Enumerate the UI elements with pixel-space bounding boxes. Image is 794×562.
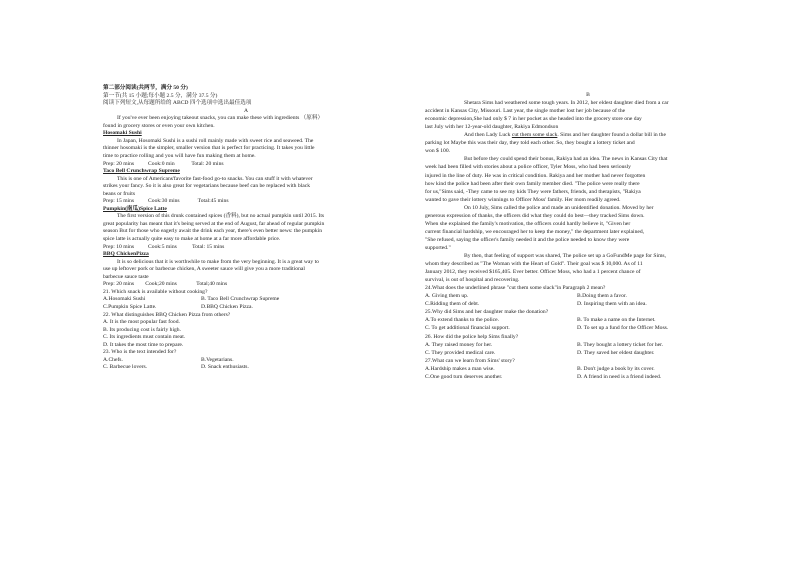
passage-line: last July with her 12-year-old daughter, Rakiya Edmondson xyxy=(425,124,559,131)
snack-description-line: The first version of this drunk contained spices (香料), but no actual pumpkin until 2015. Its xyxy=(117,213,325,220)
question-stem: 21. Which snack is available without cooking? xyxy=(103,288,208,295)
passage-line: week had been filled with stories about a police officer, Tyler Moss, who had been seriously xyxy=(425,164,631,171)
question-stem: 26. How did the police help Sims finally? xyxy=(425,333,519,340)
passage-line: economic depression,She had only $ 7 in her pocket as she headed into the grocery store one day xyxy=(425,116,642,123)
snack-description-line: great popularity has meant that it's being served at the end of August, far ahead of regular pumpkin xyxy=(103,220,325,227)
answer-option: C.Pumpkin Spice Latte. xyxy=(103,303,157,310)
snack-description-line: thinner hosomaki is the simpler, smaller version that is perfect for practicing. It takes you little xyxy=(103,145,315,152)
snack-description-line: barbecue sauce taste xyxy=(103,273,149,280)
answer-option: A.Hardship makes a man wise. xyxy=(425,365,495,372)
snack-description-line: time to practice rolling and you will have fun making them at home. xyxy=(103,152,256,159)
passage-line: "She refused, saying the officer's family needed it and the police needed to know they were xyxy=(425,236,630,243)
passage-line: January 2012, they received $165,405. Ever better. Officer Moss, who had a 1 percent chance of xyxy=(425,269,641,276)
answer-option: C. To get additional financial support. xyxy=(425,325,510,332)
underlined-phrase: cut them some slack xyxy=(511,132,558,139)
snack-times: Prep: 10 mins Cook:5 mins Total: 15 mins xyxy=(103,243,225,250)
passage-line: But before they could spend their bonus, Rakiya had an idea. The news in Kansas City that xyxy=(464,156,668,163)
snack-description-line: use up leftover pork or barbecue chicken, A sweeter sauce will give you a more traditional xyxy=(103,266,305,273)
passage-line: injured in the line of duty. He was in critical condition. Rakiya and her mother had never forgotten xyxy=(425,172,646,179)
snack-name: Taco Bell Crunchwrap Supreme xyxy=(103,168,180,175)
snack-times: Prep: 20 mins Cook:0 min Total: 20 mins xyxy=(103,160,224,167)
passage-line: how kind the police had been after their own family member died. "The police were really there xyxy=(425,180,640,187)
instructions: 阅读下列短文,从每题所给的 ABCD 四个选项中选出最佳选项 xyxy=(103,100,252,107)
passage-line: accident in Kansas City, Missouri. Last year, the single mother lost her job because of the xyxy=(425,108,626,115)
answer-option: D. A friend in need is a friend indeed. xyxy=(577,373,662,380)
snack-description-line: spice latte is actually quite easy to make at home at a far more affordable price. xyxy=(103,236,281,242)
snack-description-line: This is one of Americans'favorite fast-food go-to snacks. You can stuff it with whatever xyxy=(117,175,313,182)
snack-description-line: In Japan, Hosomaki Sushi is a sushi roll mainly made with sweet rice and seaweed. The xyxy=(117,137,314,144)
answer-option: B. Don't judge a book by its cover. xyxy=(577,365,655,372)
passage-line: whom they described as "The Woman with the Heart of Gold". Their goal was $ 10,000. As of 11 xyxy=(425,261,643,268)
question-stem: 22. What distinguishes BBQ Chicken Pizza from others? xyxy=(103,311,231,318)
snack-description-line: beans or fruits xyxy=(103,190,136,197)
passage-line: On 10 July, Sims called the police and made an unidentified donation. Moved by her xyxy=(464,204,654,211)
section-header: 第二部分阅读(共两节，满分 50 分) xyxy=(103,85,188,91)
snack-description-line: It is so delicious that it is worthwhile to make from the very beginning. It is a great way to xyxy=(117,258,319,265)
answer-option: D. It takes the most time to prepare. xyxy=(103,341,184,348)
answer-option: A. It is the most popular fast food. xyxy=(103,319,180,326)
passage-b-label: B xyxy=(586,92,590,98)
passage-line: And then Lady Luck cut them some slack. Sims and her daughter found a dollar bill in the xyxy=(464,132,666,139)
question-stem: 24.What does the underlined phrase "cut them some slack"in Paragraph 2 mean? xyxy=(425,285,606,292)
passage-line: for us,"Sims said, -They came to see my kids They were fathers, friends, and therapists, "Rakiya xyxy=(425,188,641,195)
answer-option: B. Taco Bell Crunchwrap Supreme xyxy=(201,296,280,303)
snack-description-line: strikes your fancy. So it is also great for vegetarians because beef can be replaced with black xyxy=(103,183,310,190)
answer-option: D. Snack enthusiasts. xyxy=(201,364,249,371)
snack-description-line: season But for those who eagerly await the drink each year, there's even better news: the pumpkin xyxy=(103,228,323,235)
passage-line: parking lot Maybe this was their day, they told each other. So, they bought a lottery ticket and xyxy=(425,140,635,147)
question-stem: 27.What can we learn from Sims' story? xyxy=(425,357,515,364)
passage-line: won $ 100. xyxy=(425,148,451,155)
answer-option: C.One good turn deserves another. xyxy=(425,373,503,380)
passage-line: survival, is out of hospital and recovering. xyxy=(425,277,520,284)
passage-line: current financial hardship, we encouraged her to keep the money," the department later explained, xyxy=(425,228,645,235)
answer-option: A. Giving them up. xyxy=(425,293,469,300)
answer-option: B. They bought a lottery ticket for her. xyxy=(577,341,664,348)
snack-name: Pumpkin(南瓜)Spice Latte xyxy=(103,205,167,212)
snack-name: BBQ ChickenPizza xyxy=(103,251,149,258)
answer-option: C. Its ingredients must contain meat. xyxy=(103,334,186,341)
answer-option: B.Doing them a favor. xyxy=(577,293,627,300)
answer-option: A.Chefs. xyxy=(103,356,123,363)
passage-line: generous expression of thanks, the officers did what they could do best—they tracked Sims down. xyxy=(425,212,645,219)
answer-option: B. To make a name on the Internet. xyxy=(577,317,656,324)
section1-title: 第一节(共 15 小题;每小题 2.5 分，满分 37.5 分) xyxy=(103,92,218,99)
question-stem: 23. Who is the text intended for? xyxy=(103,349,177,356)
answer-option: A.To extend thanks to the police. xyxy=(425,317,500,324)
answer-option: D. Inspiring them with an idea. xyxy=(577,301,647,308)
snack-times: Prep: 15 mins Cook:30 mins Total:45 mins xyxy=(103,198,229,205)
snack-name: Hosomaki Sushi xyxy=(103,130,142,137)
passage-line: wanted to gave their lottery winnings to Officer Moss' family. Her mom readily agreed. xyxy=(425,196,621,203)
intro-line: found in grocery stores or even your own kitchen. xyxy=(103,122,215,129)
answer-option: D.BBQ Chicken Pizza. xyxy=(201,303,253,310)
passage-line: When she explained the family's motivation, the officers could hardly believe it, "Given her xyxy=(425,220,631,227)
answer-option: D. They saved her eldest daughter. xyxy=(577,349,655,356)
answer-option: D. To set up a fund for the Officer Moss. xyxy=(577,325,669,332)
passage-line: Shetara Sims had weathered some tough years. In 2012, her eldest daughter died from a car xyxy=(464,100,669,107)
answer-option: C. They provided medical care. xyxy=(425,349,496,356)
intro-line: If you've ever been enjoying takeout snacks, you can make these with ingredients （原料） xyxy=(117,115,324,122)
answer-option: C. Barbecue lovers. xyxy=(103,364,148,371)
answer-option: B.Vegetarians. xyxy=(201,356,234,363)
answer-option: A. They raised money for her. xyxy=(425,341,493,348)
answer-option: C.Ridding them of debt. xyxy=(425,301,480,308)
answer-option: B. Its producing cost is fairly high. xyxy=(103,326,181,333)
passage-line: By then, that feeling of support was shared, The police set up a GoFundMe page for Sims, xyxy=(464,253,667,259)
passage-line: supported." xyxy=(425,244,451,251)
question-stem: 25.Why did Sims and her daughter make the donation? xyxy=(425,309,549,316)
passage-a-label: A xyxy=(243,107,249,114)
answer-option: A.Hosomaki Sushi xyxy=(103,296,146,303)
snack-times: Prep: 20 mins Cook;20 mins Total;40 mins xyxy=(103,281,228,288)
